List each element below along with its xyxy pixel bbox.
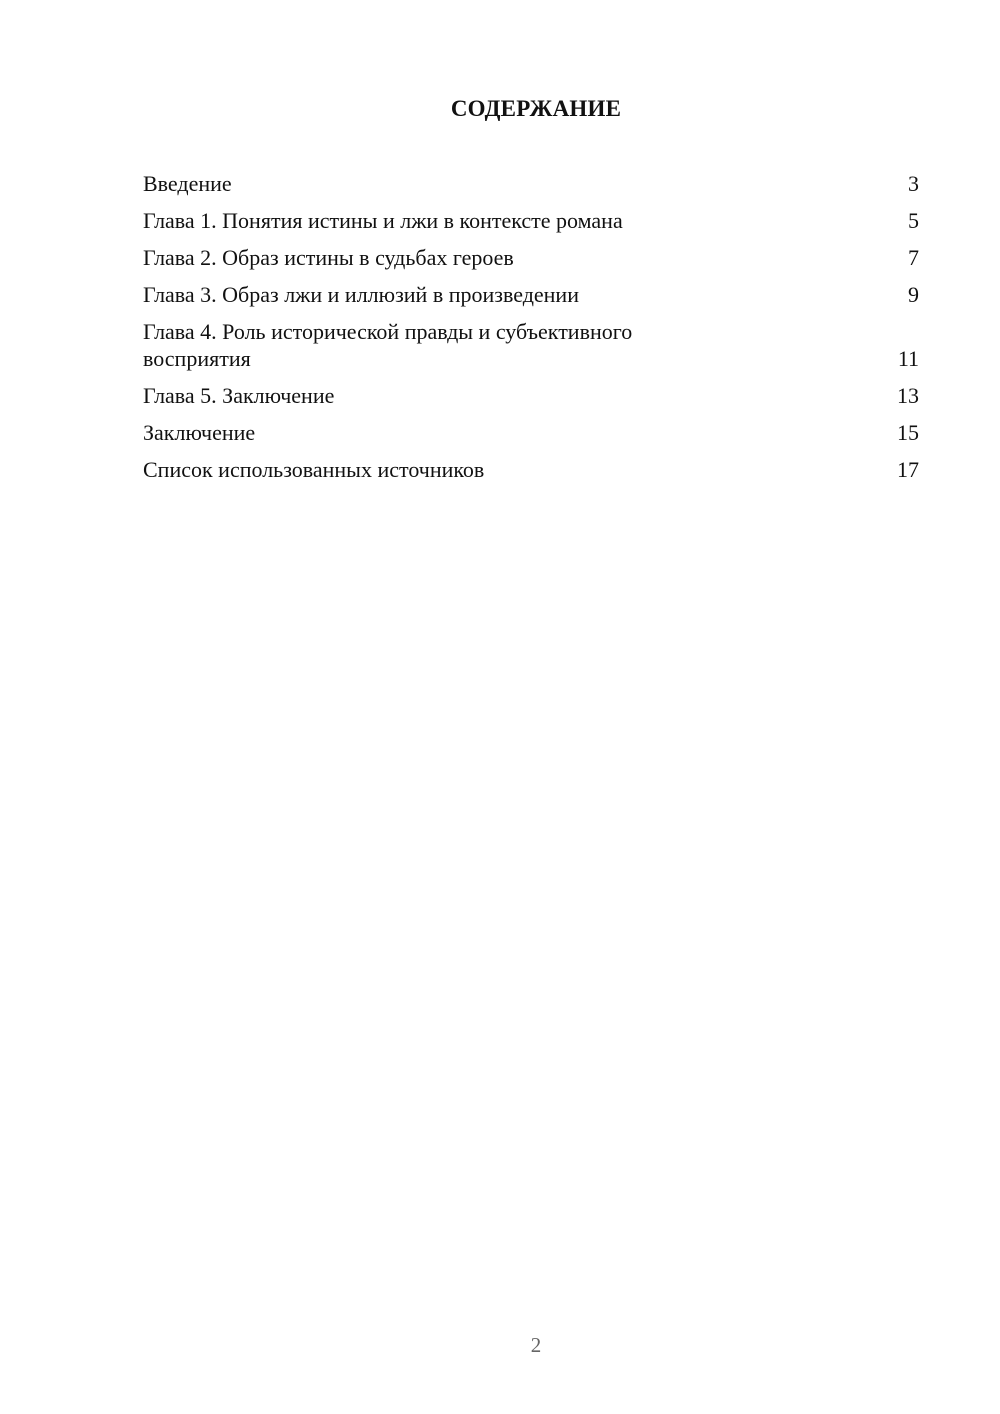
toc-entry-introduction	[143, 170, 919, 197]
toc-entry-label: Список использованных источников	[143, 457, 485, 482]
toc-entry-page: 3	[908, 171, 919, 196]
toc-entry-page: 9	[908, 282, 919, 307]
toc-entry-label: Глава 1. Понятия истины и лжи в контексте романа	[143, 208, 623, 233]
toc-entry-label: Глава 4. Роль исторической правды и субъективного восприятия	[143, 319, 633, 371]
toc-entry-references	[143, 456, 919, 483]
toc-entry-page: 11	[897, 346, 919, 371]
toc-entry-label: Глава 3. Образ лжи и иллюзий в произведении	[143, 282, 579, 307]
toc-entry-page: 7	[908, 245, 919, 270]
toc-entry-chapter-2	[143, 244, 919, 271]
toc-entry-chapter-5	[143, 382, 919, 409]
toc-entry-page: 15	[897, 420, 919, 445]
toc-entry-page: 5	[908, 208, 919, 233]
toc-entry-label: Введение	[143, 171, 232, 196]
toc-entry-page: 13	[897, 383, 919, 408]
toc-entry-label: Глава 5. Заключение	[143, 383, 335, 408]
page-title: СОДЕРЖАНИЕ	[450, 96, 622, 121]
toc-entry-label: Заключение	[143, 420, 256, 445]
toc-entry-conclusion	[143, 419, 919, 446]
toc-entry-chapter-4	[143, 318, 919, 372]
table-of-contents	[143, 170, 919, 493]
toc-entry-page: 17	[897, 457, 919, 482]
page-number: 2	[530, 1333, 542, 1357]
toc-entry-chapter-3	[143, 281, 919, 308]
toc-entry-label: Глава 2. Образ истины в судьбах героев	[143, 245, 514, 270]
toc-entry-chapter-1	[143, 207, 919, 234]
